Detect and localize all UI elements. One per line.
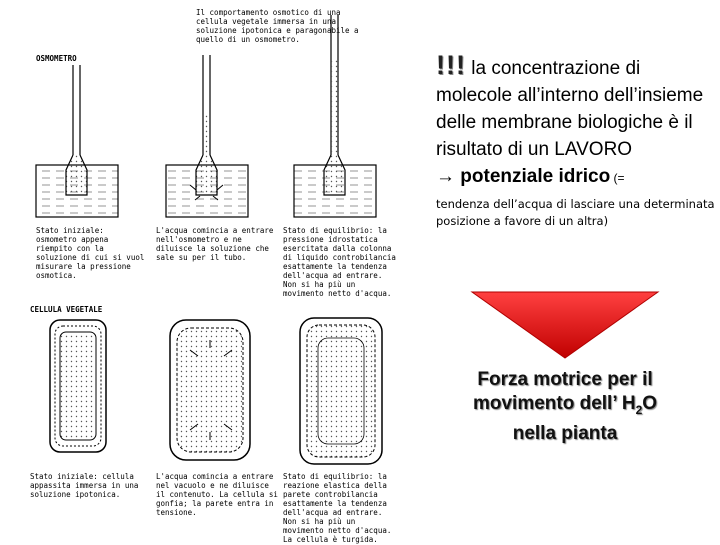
caption-osmometer-2: L'acqua comincia a entrare nell'osmometro e ne diluisce la soluzione che sale su per il tubo. <box>156 226 274 262</box>
force-line-2: movimento dell’ $H_2O$ <box>472 393 658 417</box>
plant-cell-2 <box>170 320 250 460</box>
osmometer-1 <box>36 65 118 217</box>
caption-cell-2: L'acqua comincia a entrare nel vacuolo e ne diluisce il contenuto. La cellula si gonfia; la parete entra in tensione. <box>156 472 278 517</box>
plant-cell-1 <box>50 320 106 452</box>
down-arrow-icon <box>470 290 660 360</box>
force-line-1: Forza motrice per il <box>477 369 653 390</box>
osmometer-3 <box>294 15 376 217</box>
explanation-text <box>436 52 716 230</box>
caption-osmometer-3: Stato di equilibrio: la pressione idrostatica esercitata dalla colonna di liquido controbilancia esattamente la tendenza dell'acqua ad entrare. Non si ha più un movimento netto d'acqua. <box>283 226 396 298</box>
force-line-3: nella pianta <box>512 422 618 444</box>
exclamation-marks: !!! <box>436 50 466 80</box>
arrow-right-icon: → <box>436 166 455 187</box>
osmometer-2 <box>166 55 248 217</box>
plant-cell-3 <box>300 318 382 464</box>
driving-force-text <box>440 368 690 446</box>
cell-label: CELLULA VEGETALE <box>30 305 103 314</box>
water-potential-definition: tendenza dell’acqua di lasciare una determinata posizione a favore di un altra) <box>436 197 715 228</box>
caption-osmometer-1: Stato iniziale: osmometro appena riempito con la soluzione di cui si vuol misurare la pressione osmotica. <box>36 226 145 280</box>
caption-cell-3: Stato di equilibrio: la reazione elastica della parete controbilancia esattamente la tendenza dell'acqua ad entrare. Non si ha più un movimento netto d'acqua. La cellula è turgida. <box>283 472 392 544</box>
osmometer-label: OSMOMETRO <box>36 54 77 63</box>
figure-header: Il comportamento osmotico di una cellula vegetale immersa in una soluzione ipotonica e paragonabile a quello di un osmometro. <box>196 8 359 44</box>
headline <box>436 52 716 192</box>
headline-body: la concentrazione di molecole all’interno dell’insieme delle membrane biologiche è il risultato di un LAVORO <box>436 58 704 160</box>
water-potential-term: potenziale idrico <box>455 166 611 187</box>
paren-open: (= <box>610 171 625 185</box>
caption-cell-1: Stato iniziale: cellula appassita immersa in una soluzione ipotonica. <box>30 472 139 499</box>
